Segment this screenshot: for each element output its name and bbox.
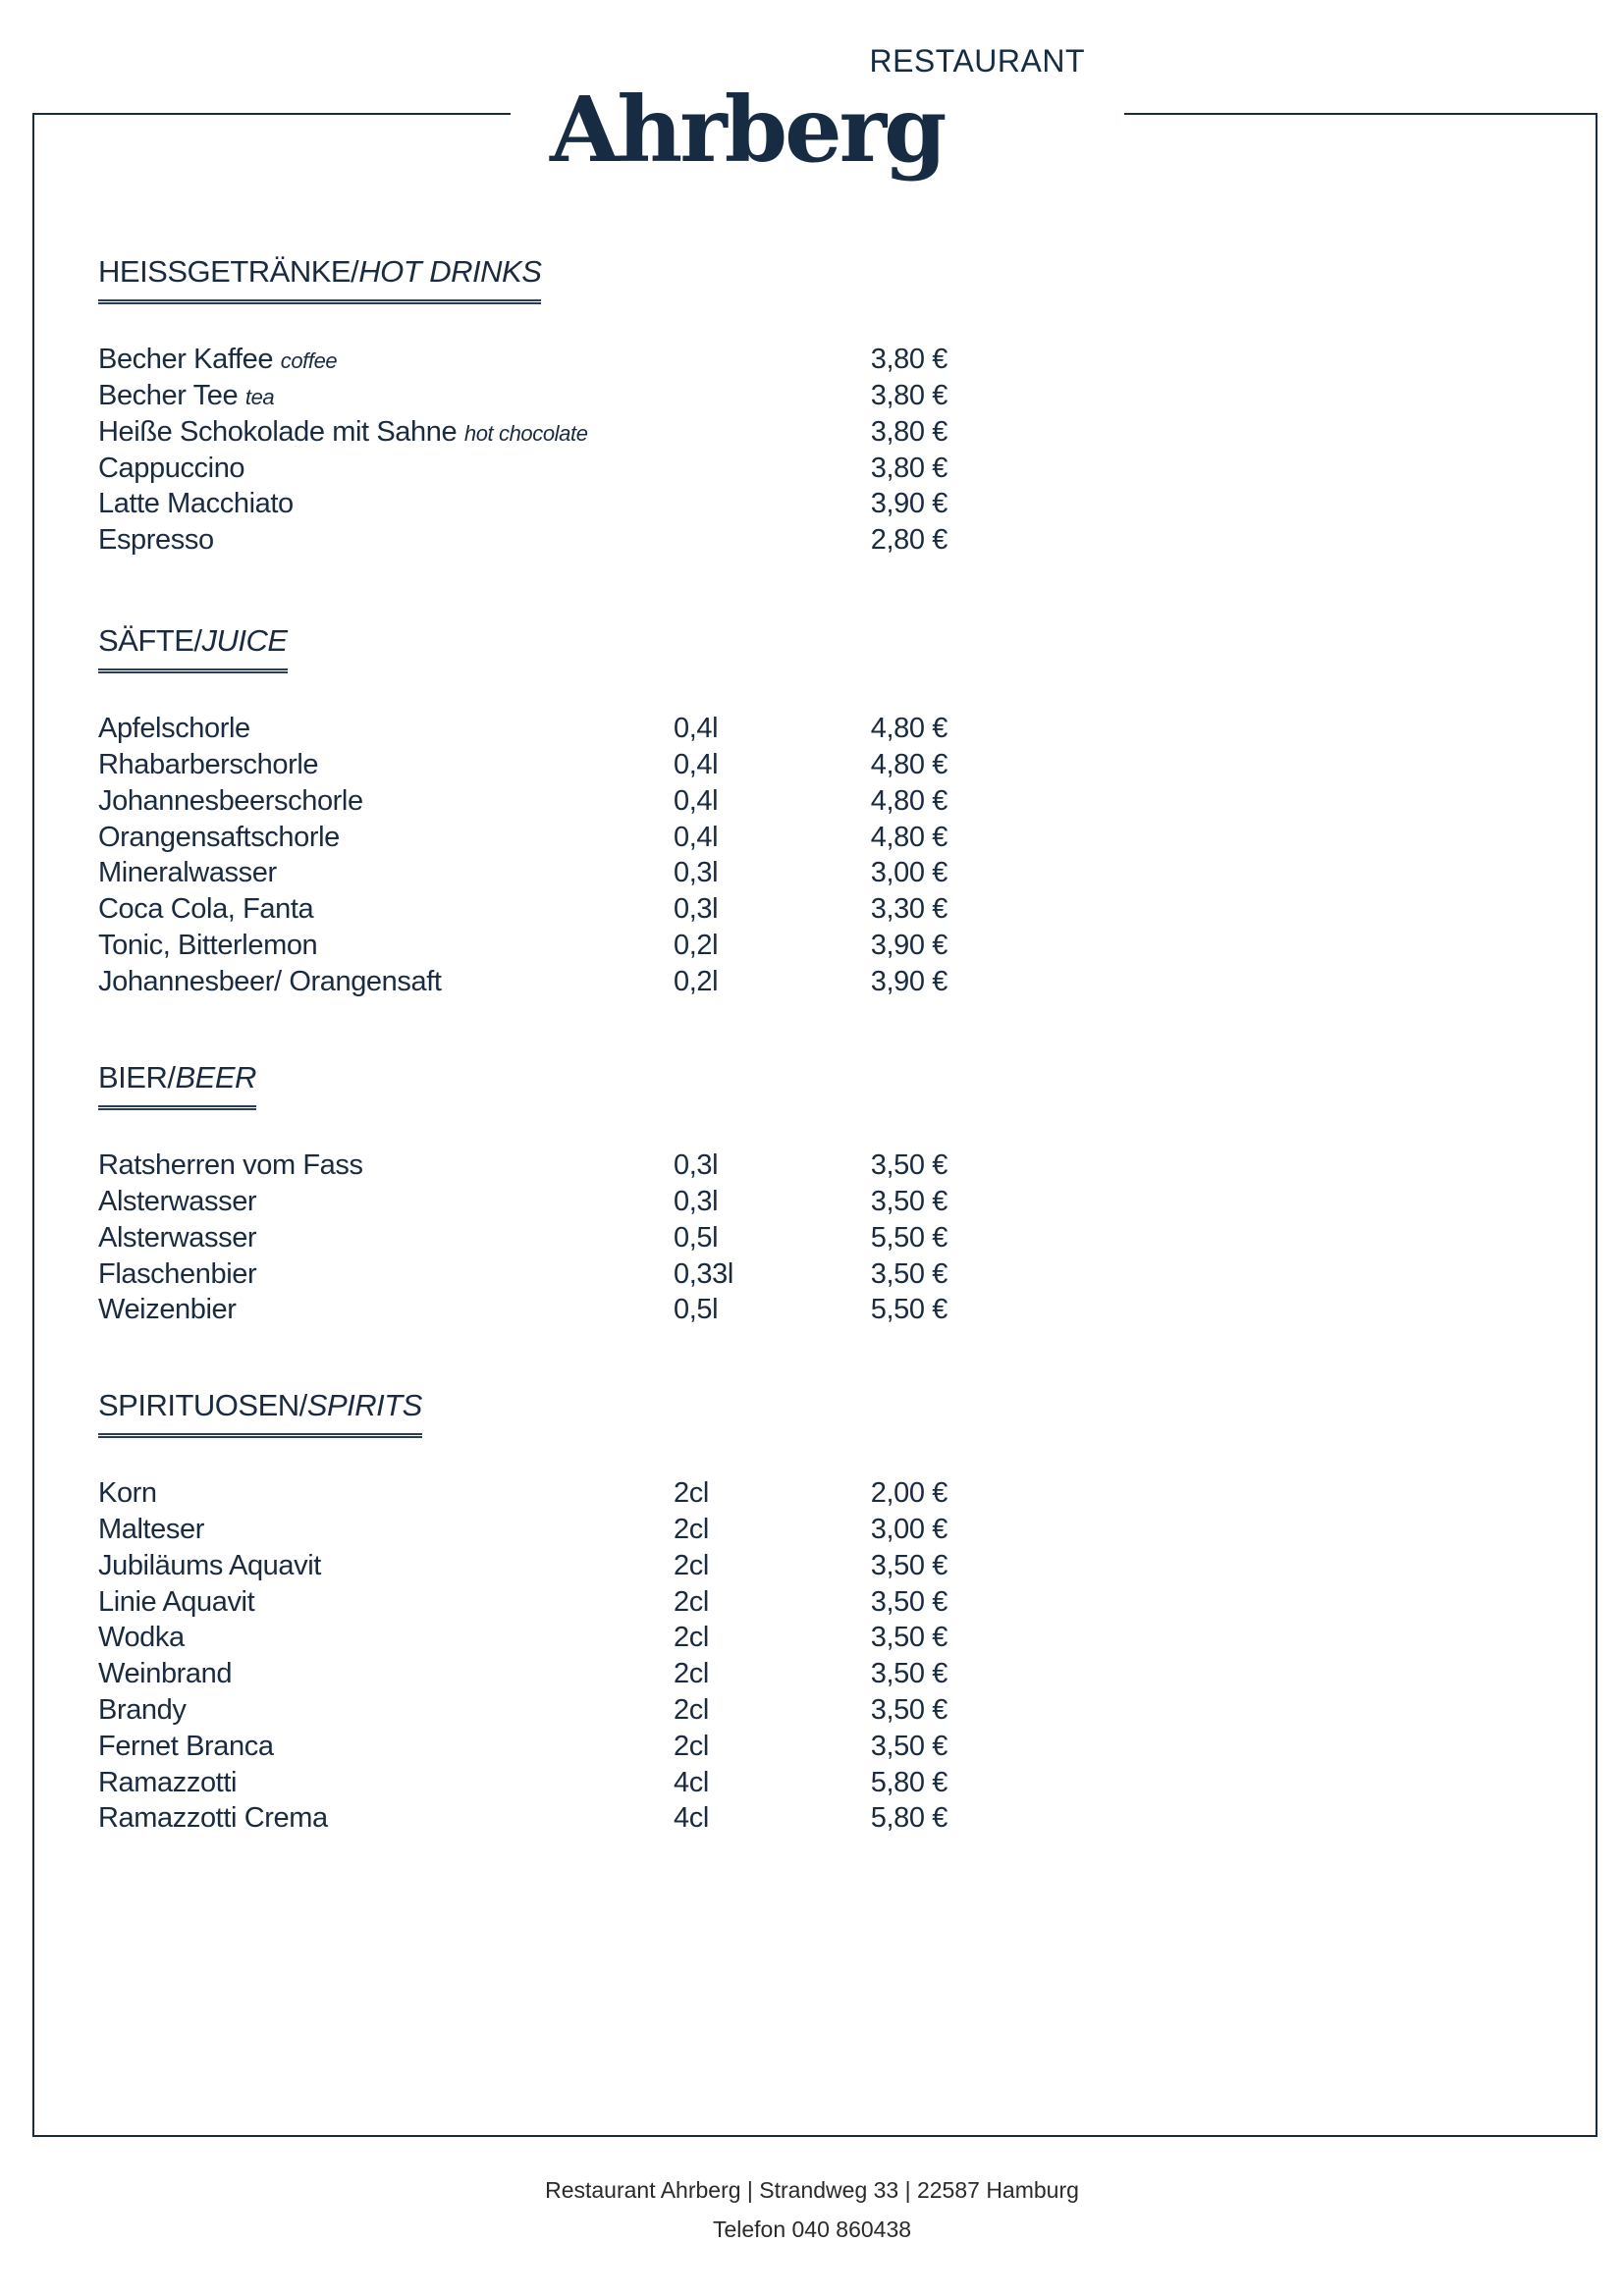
menu-item (98, 1692, 982, 1729)
item-name-de: Ramazzotti Crema (98, 1802, 328, 1835)
menu-item (98, 1584, 982, 1621)
menu-item (98, 1729, 982, 1765)
section-title-en: HOT DRINKS (358, 254, 542, 289)
item-name (98, 711, 250, 747)
item-volume: 2cl (674, 1513, 709, 1545)
section-title-de: BIER/ (98, 1060, 176, 1095)
item-name-de: Johannesbeerschorle (98, 784, 363, 817)
section-title-en: BEER (175, 1060, 256, 1095)
item-volume: 2cl (674, 1622, 709, 1654)
section-title (98, 622, 288, 673)
item-price: 5,50 € (870, 1294, 947, 1326)
item-name (98, 1292, 237, 1328)
item-volume: 0,2l (674, 929, 719, 961)
item-price: 4,80 € (870, 821, 947, 853)
item-price: 4,80 € (870, 784, 947, 817)
menu-item (98, 1292, 982, 1328)
item-price: 3,50 € (870, 1693, 947, 1726)
item-name-de: Johannesbeer/ Orangensaft (98, 965, 442, 997)
menu-item (98, 891, 982, 928)
item-volume: 2cl (674, 1658, 709, 1690)
section-title-de: SÄFTE/ (98, 623, 202, 658)
section-title-en: JUICE (201, 623, 288, 658)
menu-item (98, 378, 982, 414)
footer-address: Restaurant Ahrberg | Strandweg 33 | 22587 Hamburg (545, 2177, 1079, 2203)
item-name-de: Korn (98, 1477, 157, 1510)
item-price: 3,80 € (870, 452, 947, 484)
item-name-en: tea (244, 384, 275, 409)
logo-title: Ahrberg (550, 77, 945, 183)
item-name (98, 928, 317, 964)
item-name (98, 414, 588, 453)
item-volume: 0,3l (674, 1185, 719, 1217)
item-volume: 0,5l (674, 1294, 719, 1326)
item-name (98, 1656, 232, 1692)
item-name (98, 855, 277, 891)
menu-item (98, 522, 982, 559)
restaurant-logo (550, 43, 1085, 181)
item-price: 3,90 € (870, 488, 947, 520)
item-name (98, 1184, 256, 1220)
item-price: 3,50 € (870, 1585, 947, 1618)
item-name (98, 747, 318, 783)
item-name (98, 783, 363, 820)
item-volume: 4cl (674, 1802, 709, 1835)
item-name-de: Flaschenbier (98, 1257, 257, 1290)
item-price: 2,80 € (870, 524, 947, 557)
item-price: 3,80 € (870, 379, 947, 411)
item-name-de: Becher Tee (98, 379, 239, 411)
menu-section (98, 1059, 982, 1328)
item-volume: 2cl (674, 1585, 709, 1618)
item-name (98, 1475, 157, 1512)
item-price: 4,80 € (870, 713, 947, 745)
item-name (98, 1548, 321, 1584)
item-price: 3,50 € (870, 1185, 947, 1217)
item-price: 3,50 € (870, 1658, 947, 1690)
menu-item (98, 1656, 982, 1692)
item-volume: 0,3l (674, 893, 719, 926)
menu-item (98, 747, 982, 783)
item-volume: 0,3l (674, 1149, 719, 1182)
item-name-de: Tonic, Bitterlemon (98, 929, 318, 961)
item-name-de: Heiße Schokolade mit Sahne (98, 415, 458, 448)
item-volume: 0,3l (674, 857, 719, 889)
item-name-de: Latte Macchiato (98, 488, 294, 520)
item-name-de: Brandy (98, 1693, 187, 1726)
item-volume: 2cl (674, 1730, 709, 1762)
menu-item (98, 1620, 982, 1656)
menu-item (98, 1220, 982, 1256)
item-name (98, 451, 244, 487)
item-name (98, 1729, 274, 1765)
item-name (98, 1765, 237, 1801)
menu-item (98, 1256, 982, 1293)
section-title-en: SPIRITS (306, 1388, 422, 1422)
item-price: 3,90 € (870, 965, 947, 997)
item-name-de: Weizenbier (98, 1294, 237, 1326)
menu-item (98, 414, 982, 451)
item-name-de: Coca Cola, Fanta (98, 893, 314, 926)
item-name (98, 1512, 204, 1548)
item-volume: 0,2l (674, 965, 719, 997)
item-price: 3,90 € (870, 929, 947, 961)
item-name-de: Ramazzotti (98, 1766, 238, 1798)
item-name (98, 1220, 256, 1256)
item-name (98, 342, 337, 380)
item-name-de: Wodka (98, 1622, 185, 1654)
item-name-de: Linie Aquavit (98, 1585, 255, 1618)
item-name (98, 486, 294, 522)
menu-section (98, 1387, 982, 1837)
menu-item (98, 451, 982, 487)
item-price: 3,00 € (870, 1513, 947, 1545)
item-volume: 0,4l (674, 748, 719, 780)
item-name-en: hot chocolate (463, 420, 588, 446)
menu-item (98, 1148, 982, 1184)
item-name-de: Ratsherren vom Fass (98, 1149, 363, 1182)
item-name-de: Apfelschorle (98, 713, 250, 745)
item-name-de: Espresso (98, 524, 214, 557)
menu-item (98, 1184, 982, 1220)
item-name (98, 820, 340, 856)
menu-section (98, 622, 982, 1000)
menu-section (98, 253, 982, 559)
item-volume: 0,33l (674, 1257, 733, 1290)
section-title-de: SPIRITUOSEN/ (98, 1388, 307, 1422)
section-title (98, 1387, 422, 1438)
item-name-de: Fernet Branca (98, 1730, 274, 1762)
item-name-de: Rhabarberschorle (98, 748, 319, 780)
item-price: 3,80 € (870, 344, 947, 376)
item-price: 3,30 € (870, 893, 947, 926)
item-price: 3,80 € (870, 415, 947, 448)
item-volume: 0,4l (674, 784, 719, 817)
menu-item (98, 1765, 982, 1801)
menu-item (98, 964, 982, 1000)
menu-item (98, 1475, 982, 1512)
item-name (98, 1800, 328, 1837)
menu-item (98, 1548, 982, 1584)
item-name (98, 1148, 363, 1184)
item-price: 3,00 € (870, 857, 947, 889)
menu-item (98, 928, 982, 964)
menu-item (98, 486, 982, 522)
item-name-de: Weinbrand (98, 1658, 233, 1690)
menu-item (98, 820, 982, 856)
logo-subtitle: RESTAURANT (869, 43, 1085, 79)
item-name-en: coffee (280, 348, 338, 374)
section-title-de: HEISSGETRÄNKE/ (98, 254, 359, 289)
section-title (98, 253, 541, 304)
item-name-de: Orangensaftschorle (98, 821, 340, 853)
item-price: 4,80 € (870, 748, 947, 780)
menu-item (98, 711, 982, 747)
item-volume: 2cl (674, 1549, 709, 1581)
item-price: 3,50 € (870, 1730, 947, 1762)
item-name-de: Cappuccino (98, 452, 245, 484)
item-name (98, 378, 274, 416)
item-volume: 0,5l (674, 1221, 719, 1254)
item-name (98, 1620, 185, 1656)
item-price: 2,00 € (870, 1477, 947, 1510)
item-price: 5,80 € (870, 1766, 947, 1798)
item-name (98, 891, 313, 928)
item-price: 3,50 € (870, 1257, 947, 1290)
menu-item (98, 783, 982, 820)
item-name (98, 964, 442, 1000)
menu-item (98, 1512, 982, 1548)
item-name-de: Alsterwasser (98, 1221, 257, 1254)
item-price: 3,50 € (870, 1549, 947, 1581)
item-price: 5,50 € (870, 1221, 947, 1254)
item-name (98, 1584, 254, 1621)
item-name (98, 522, 214, 559)
section-title (98, 1059, 256, 1110)
item-volume: 0,4l (674, 713, 719, 745)
menu-item (98, 855, 982, 891)
item-price: 5,80 € (870, 1802, 947, 1835)
item-volume: 4cl (674, 1766, 709, 1798)
menu-item (98, 1800, 982, 1837)
menu-item (98, 342, 982, 378)
item-price: 3,50 € (870, 1622, 947, 1654)
item-volume: 2cl (674, 1693, 709, 1726)
item-name (98, 1256, 256, 1293)
item-name (98, 1692, 187, 1729)
item-volume: 0,4l (674, 821, 719, 853)
item-volume: 2cl (674, 1477, 709, 1510)
item-name-de: Mineralwasser (98, 857, 277, 889)
item-name-de: Alsterwasser (98, 1185, 257, 1217)
item-name-de: Jubiläums Aquavit (98, 1549, 321, 1581)
item-name-de: Malteser (98, 1513, 204, 1545)
item-price: 3,50 € (870, 1149, 947, 1182)
footer-phone: Telefon 040 860438 (712, 2216, 912, 2242)
item-name-de: Becher Kaffee (98, 344, 274, 376)
